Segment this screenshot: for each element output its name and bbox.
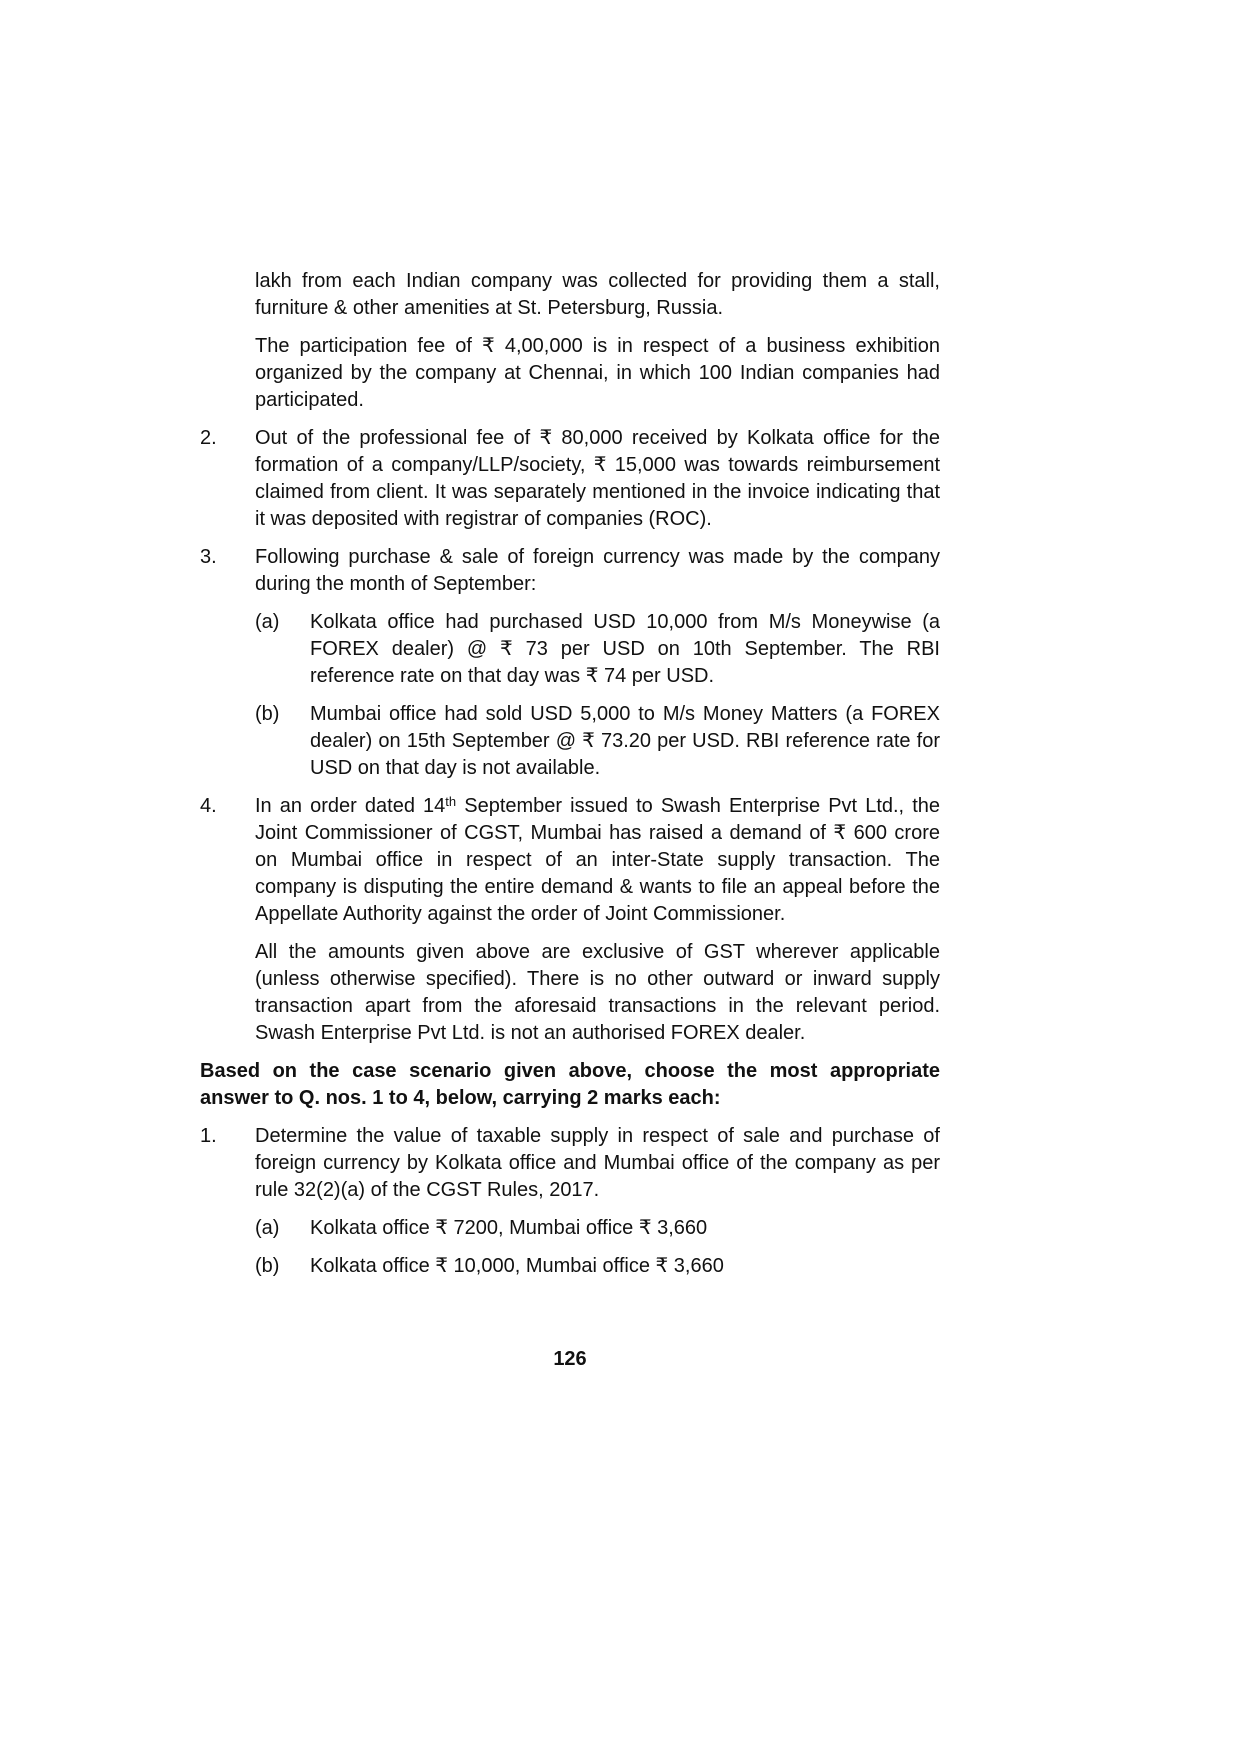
paragraph-text: lakh from each Indian company was collected for providing them a stall, furniture & other amenities at St. Petersburg, Russia. bbox=[255, 270, 940, 319]
answer-option-a bbox=[255, 1215, 940, 1242]
paragraph-participation-fee bbox=[255, 333, 940, 414]
item-number: 2. bbox=[200, 427, 217, 449]
item-text: Out of the professional fee of ₹ 80,000 received by Kolkata office for the formation of a company/LLP/society, ₹ 15,000 was towards reimbursement claimed from client. It was separately mentioned in the invoice indicating that it was deposited with registrar of companies (ROC). bbox=[255, 427, 940, 530]
item-number: 3. bbox=[200, 546, 217, 568]
option-text: Kolkata office ₹ 10,000, Mumbai office ₹ 3,660 bbox=[310, 1255, 724, 1277]
list-item-2 bbox=[200, 425, 940, 533]
heading-text: Based on the case scenario given above, choose the most appropriate answer to Q. nos. 1 to 4, below, carrying 2 marks each: bbox=[200, 1060, 940, 1109]
answer-option-b bbox=[255, 1253, 940, 1280]
ordinal-superscript: th bbox=[445, 794, 457, 809]
sub-item-label: (b) bbox=[255, 703, 280, 725]
sub-item-text: Kolkata office had purchased USD 10,000 from M/s Moneywise (a FOREX dealer) @ ₹ 73 per USD on 10th September. The RBI reference rate on that day was ₹ 74 per USD. bbox=[310, 611, 940, 687]
item-text-after-superscript: September issued to Swash Enterprise Pvt Ltd., the Joint Commissioner of CGST, Mumbai has raised a demand of ₹ 600 crore on Mumbai office in respect of an inter-State supply transaction. The company is disputing the entire demand & wants to file an appeal before the Appellate Authority against the order of Joint Commissioner. bbox=[255, 795, 941, 925]
sub-item-body bbox=[310, 701, 940, 782]
page-content bbox=[200, 268, 940, 1373]
option-label: (a) bbox=[255, 1217, 280, 1239]
item-body bbox=[255, 544, 940, 782]
option-body bbox=[310, 1253, 940, 1280]
sub-item-body bbox=[310, 609, 940, 690]
paragraph-text: The participation fee of ₹ 4,00,000 is in respect of a business exhibition organized by the company at Chennai, in which 100 Indian companies had participated. bbox=[255, 335, 940, 411]
paragraph-amounts-note bbox=[255, 939, 940, 1047]
option-label: (b) bbox=[255, 1255, 280, 1277]
item-body bbox=[255, 425, 940, 533]
question-text: Determine the value of taxable supply in respect of sale and purchase of foreign currency by Kolkata office and Mumbai office of the company as per rule 32(2)(a) of the CGST Rules, 2017. bbox=[255, 1125, 940, 1201]
page-number: 126 bbox=[553, 1348, 587, 1370]
paragraph-stall bbox=[255, 268, 940, 322]
sub-item-a bbox=[255, 609, 940, 690]
item-body bbox=[255, 793, 940, 928]
question-number: 1. bbox=[200, 1125, 217, 1147]
sub-item-b bbox=[255, 701, 940, 782]
item-text-before-superscript: In an order dated 14 bbox=[255, 795, 446, 817]
list-item-3 bbox=[200, 544, 940, 782]
item-text: Following purchase & sale of foreign currency was made by the company during the month of September: bbox=[255, 546, 940, 595]
case-scenario-heading bbox=[200, 1058, 940, 1112]
question-1 bbox=[200, 1123, 940, 1280]
list-item-4 bbox=[200, 793, 940, 928]
question-body bbox=[255, 1123, 940, 1280]
option-body bbox=[310, 1215, 940, 1242]
item-number: 4. bbox=[200, 795, 217, 817]
paragraph-text: All the amounts given above are exclusive of GST wherever applicable (unless otherwise specified). There is no other outward or inward supply transaction apart from the aforesaid transactions in the relevant period. Swash Enterprise Pvt Ltd. is not an authorised FOREX dealer. bbox=[255, 941, 940, 1044]
sub-item-text: Mumbai office had sold USD 5,000 to M/s Money Matters (a FOREX dealer) on 15th September @ ₹ 73.20 per USD. RBI reference rate for USD on that day is not available. bbox=[310, 703, 940, 779]
sub-item-label: (a) bbox=[255, 611, 280, 633]
option-text: Kolkata office ₹ 7200, Mumbai office ₹ 3,660 bbox=[310, 1217, 708, 1239]
item-text bbox=[255, 793, 940, 928]
